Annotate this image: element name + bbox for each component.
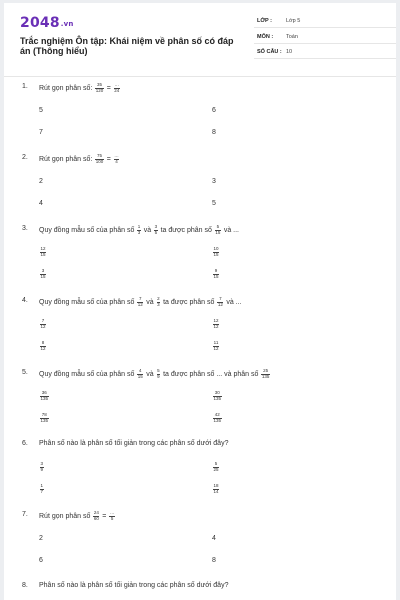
option-b[interactable]: $\frac{5}{25}$ [213, 461, 219, 472]
option-b[interactable]: $\frac{30}{135}$ [213, 390, 222, 401]
option-a[interactable]: $\frac{7}{12}$ [40, 318, 46, 329]
option-d[interactable]: $\frac{11}{12}$ [213, 340, 219, 351]
option-c[interactable]: $\frac{3}{15}$ [40, 268, 46, 279]
option-a[interactable]: 2 [39, 178, 43, 185]
option-b[interactable]: $\frac{10}{15}$ [213, 246, 219, 257]
meta-row-count: SỐ CÂU : 10 [254, 46, 396, 59]
option-b[interactable]: 4 [212, 535, 216, 542]
question-text: Rút gọn phân số: $\frac{35}{120}$ = … 24 [39, 82, 120, 93]
option-d[interactable]: 8 [212, 557, 216, 564]
option-a[interactable]: $\frac{36}{135}$ [40, 390, 49, 401]
question-text: Rút gọn phân số $\frac{24}{60}$ = … 5 [39, 510, 115, 521]
option-d[interactable]: 8 [212, 129, 216, 136]
option-b[interactable]: $\frac{12}{12}$ [213, 318, 219, 329]
question-text: Phân số nào là phân số tối giản trong các phân số dưới đây? [39, 440, 229, 447]
option-c[interactable]: $\frac{8}{12}$ [40, 340, 46, 351]
option-c[interactable]: 7 [39, 129, 43, 136]
option-c[interactable]: $\frac{78}{135}$ [40, 412, 49, 423]
option-c[interactable]: 4 [39, 200, 43, 207]
option-c[interactable]: $\frac{1}{7}$ [40, 483, 44, 494]
option-b[interactable]: 3 [212, 178, 216, 185]
option-a[interactable]: 5 [39, 107, 43, 114]
quiz-title: Trắc nghiệm Ôn tập: Khái niệm về phân số có đáp án (Thông hiểu) [20, 36, 234, 56]
meta-row-class: LỚP : Lớp 5 [254, 15, 396, 28]
quiz-header [4, 3, 396, 77]
option-a[interactable]: $\frac{3}{9}$ [40, 461, 44, 472]
option-a[interactable]: 2 [39, 535, 43, 542]
site-logo[interactable]: 2048.vn [20, 15, 74, 31]
question-text: Quy đồng mẫu số của phân số $\frac{7}{12}$ và $\frac{2}{3}$ ta được phân số $\frac{7}{12}$ và ... [39, 296, 242, 307]
option-a[interactable]: $\frac{12}{15}$ [40, 246, 46, 257]
question-text: Quy đồng mẫu số của phân số $\frac{4}{15}$ và $\frac{5}{9}$ ta được phân số ... và phân số $\frac{25}{135}$ [39, 368, 270, 379]
quiz-sheet: 2048.vn Trắc nghiệm Ôn tập: Khái niệm về phân số có đáp án (Thông hiểu) LỚP : Lớp 5 MÔN : Toán SỐ CÂU : 10 1. Rút gọn phân số: $\frac{35}{120}$ = … 24 5 6 7 8 2. Rút gọn phân số: $\frac{75}{100}$ = … 4 2 3 4 5 3. Quy đồng mẫu số của phân số $\frac{1}{3}$ và $\frac{3}{5}$ ta được phân số $\frac{5}{15}$ và ... $\frac{12}{15}$ $\frac{10}{15}$ $\frac{3}{15}$ $\frac{9}{15}$ 4. Quy đồng mẫu số của phân số $\frac{7}{12}$ và $\frac{2}{3}$ ta được phân số $\frac{7}{12}$ và ... $\frac{7}{12}$ $\frac{12}{12}$ $\frac{8}{12}$ $\frac{11}{12}$ 5. Quy đồng mẫu số của phân số $\frac{4}{15}$ và $\frac{5}{9}$ ta được phân số ... và phân số $\frac{25}{135}$ $\frac{36}{135}$ $\frac{30}{135}$ $\frac{78}{135}$ $\frac{42}{135}$ 6. Phân số nào là phân số tối giản trong các phân số dưới đây? $\frac{3}{9}$ $\frac{5}{25}$ $\frac{1}{7}$ $\frac{18}{14}$ 7. Rút gọn phân số $\frac{24}{60}$ = … 5 2 4 6 8 8. Phân số nào là phân số tối giản trong các phân số dưới đây? [4, 3, 396, 600]
option-d[interactable]: $\frac{9}{15}$ [213, 268, 219, 279]
question-text: Quy đồng mẫu số của phân số $\frac{1}{3}$ và $\frac{3}{5}$ ta được phân số $\frac{5}{15}$ và ... [39, 224, 240, 235]
question-text: Phân số nào là phân số tối giản trong các phân số dưới đây? [39, 582, 229, 589]
meta-row-subject: MÔN : Toán [254, 31, 396, 44]
option-c[interactable]: 6 [39, 557, 43, 564]
question-text: Rút gọn phân số: $\frac{75}{100}$ = … 4 [39, 153, 119, 164]
option-d[interactable]: 5 [212, 200, 216, 207]
option-b[interactable]: 6 [212, 107, 216, 114]
option-d[interactable]: $\frac{42}{135}$ [213, 412, 222, 423]
option-d[interactable]: $\frac{18}{14}$ [213, 483, 219, 494]
